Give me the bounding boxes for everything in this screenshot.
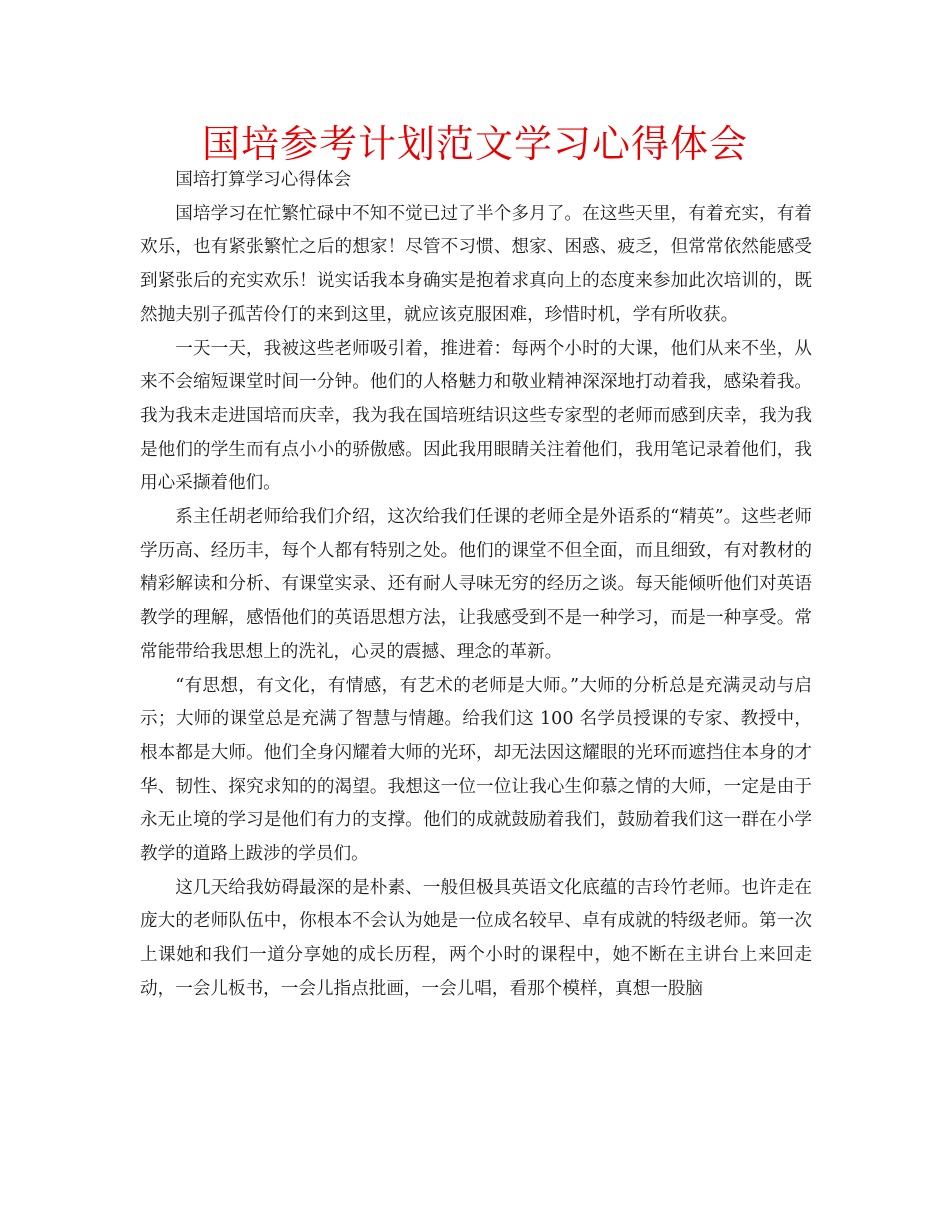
paragraph: 一天一天，我被这些老师吸引着，推进着：每两个小时的大课，他们从来不坐，从来不会缩短课堂时间一分钟。他们的人格魅力和敬业精神深深地打动着我，感染着我。我为我末走进国培而庆幸，我为我在国培班结识这些专家型的老师而感到庆幸，我为我是他们的学生而有点小小的骄傲感。因此我用眼睛关注着他们，我用笔记录着他们，我用心采撷着他们。 [140,338,812,494]
document-subtitle: 国培打算学习心得体会 [175,170,352,190]
paragraph: 这几天给我妨碍最深的是朴素、一般但极具英语文化底蕴的吉玲竹老师。也许走在庞大的老师队伍中，你根本不会认为她是一位成名较早、卓有成就的特级老师。第一次上课她和我们一道分享她的成长历程，两个小时的课程中，她不断在主讲台上来回走动，一会儿板书，一会儿指点批画，一会儿唱，看那个模样，真想一股脑 [140,877,812,999]
document-body [140,164,812,1007]
paragraph: 系主任胡老师给我们介绍，这次给我们任课的老师全是外语系的“精英”。这些老师学历高、经历丰，每个人都有特别之处。他们的课堂不但全面，而且细致，有对教材的精彩解读和分析、有课堂实录、还有耐人寻味无穷的经历之谈。每天能倾听他们对英语教学的理解，感悟他们的英语思想方法，让我感受到不是一种学习，而是一种享受。常常能带给我思想上的洗礼，心灵的震撼、理念的革新。 [140,507,812,662]
paragraph: 国培学习在忙繁忙碌中不知不觉已过了半个多月了。在这些天里，有着充实，有着欢乐，也有紧张繁忙之后的想家！尽管不习惯、想家、困惑、疲乏，但常常依然能感受到紧张后的充实欢乐！说实话我本身确实是抱着求真向上的态度来参加此次培训的，既然抛夫别子孤苦伶仃的来到这里，就应该克服困难，珍惜时机，学有所收获。 [140,203,812,325]
paragraph: “有思想，有文化，有情感，有艺术的老师是大师。”大师的分析总是充满灵动与启示；大师的课堂总是充满了智慧与情趣。给我们这 100 名学员授课的专家、教授中，根本都是大师。他们全身闪耀着大师的光环，却无法因这耀眼的光环而遮挡住本身的才华、韧性、探究求知的的渴望。我想这一位一位让我心生仰慕之情的大师，一定是由于永无止境的学习是他们有力的支撑。他们的成就鼓励着我们，鼓励着我们这一群在小学教学的道路上跋涉的学员们。 [140,675,812,865]
document-title: 国培参考计划范文学习心得体会 [201,122,748,166]
